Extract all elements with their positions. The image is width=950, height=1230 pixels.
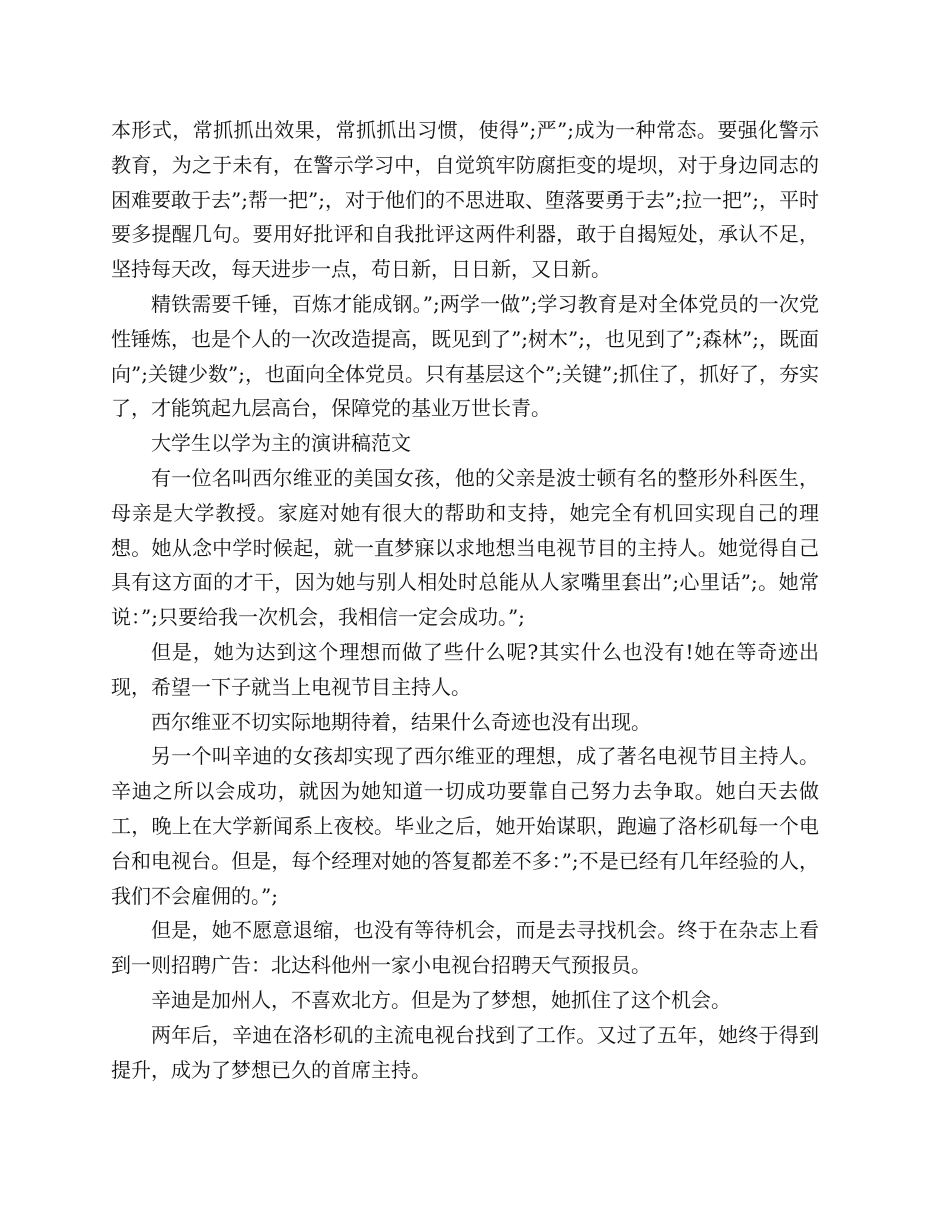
- paragraph: 西尔维亚不切实际地期待着，结果什么奇迹也没有出现。: [151, 709, 651, 734]
- paragraph: 两年后，辛迪在洛杉矶的主流电视台找到了工作。又过了五年，她终于得到提升，成为了梦想已久的首席主持。: [111, 1022, 819, 1082]
- section-heading: 大学生以学为主的演讲稿范文: [151, 431, 411, 456]
- paragraph: 但是，她不愿意退缩，也没有等待机会，而是去寻找机会。终于在杂志上看到一则招聘广告：北达科他州一家小电视台招聘天气预报员。: [111, 918, 819, 978]
- paragraph: 另一个叫辛迪的女孩却实现了西尔维亚的理想，成了著名电视节目主持人。辛迪之所以会成功，就因为她知道一切成功要靠自己努力去争取。她白天去做工，晚上在大学新闻系上夜校。毕业之后，她开始谋职，跑遍了洛杉矶每一个电台和电视台。但是，每个经理对她的答复都差不多：”;不是已经有几年经验的人，我们不会雇佣的。”;: [111, 744, 819, 908]
- paragraph: 本形式，常抓抓出效果，常抓抓出习惯，使得”;严”;成为一种常态。要强化警示教育，为之于未有，在警示学习中，自觉筑牢防腐拒变的堤坝，对于身边同志的困难要敢于去”;帮一把”;，对于他们的不思进取、堕落要勇于去”;拉一把”;，平时要多提醒几句。要用好批评和自我批评这两件利器，敢于自揭短处，承认不足，坚持每天改，每天进步一点，苟日新，日日新，又日新。: [111, 118, 819, 282]
- paragraph: 精铁需要千锤，百炼才能成钢。”;两学一做”;学习教育是对全体党员的一次党性锤炼，也是个人的一次改造提高，既见到了”;树木”;，也见到了”;森林”;，既面向”;关键少数”;，也面向全体党员。只有基层这个”;关键”;抓住了，抓好了，夯实了，才能筑起九层高台，保障党的基业万世长青。: [111, 291, 819, 421]
- paragraph: 有一位名叫西尔维亚的美国女孩，他的父亲是波士顿有名的整形外科医生，母亲是大学教授。家庭对她有很大的帮助和支持，她完全有机回实现自己的理想。她从念中学时候起，就一直梦寐以求地想当电视节目的主持人。她觉得自己具有这方面的才干，因为她与别人相处时总能从人家嘴里套出”;心里话”;。她常说：”;只要给我一次机会，我相信一定会成功。”;: [111, 465, 819, 630]
- document-body: [111, 113, 819, 1087]
- paragraph: 但是，她为达到这个理想而做了些什么呢?其实什么也没有!她在等奇迹出现，希望一下子就当上电视节目主持人。: [111, 639, 819, 699]
- paragraph: 辛迪是加州人，不喜欢北方。但是为了梦想，她抓住了这个机会。: [151, 987, 731, 1012]
